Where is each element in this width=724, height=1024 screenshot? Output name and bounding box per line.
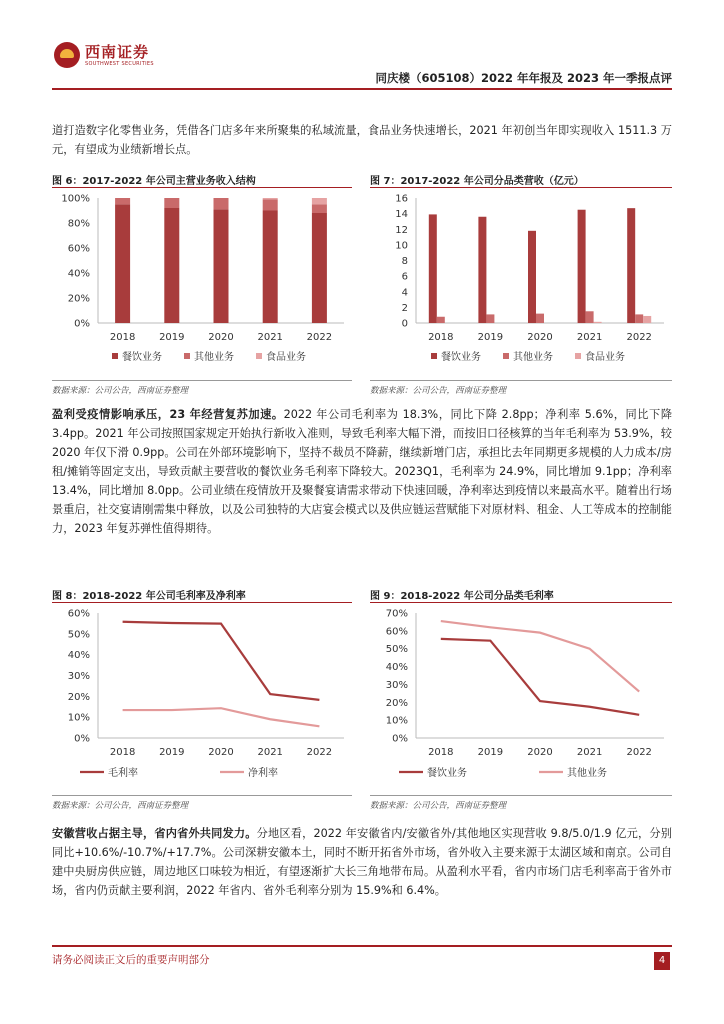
fig6-bar-2 [312, 204, 327, 213]
fig7-bar-2 [635, 314, 643, 323]
paragraph-2 [52, 405, 672, 538]
fig9-xtick-label: 2018 [428, 747, 454, 758]
fig9-xtick-label: 2022 [626, 747, 652, 758]
fig7-bar-3 [643, 316, 651, 323]
fig8-line-1 [123, 622, 320, 700]
footer-disclaimer: 请务必阅读正文后的重要声明部分 [52, 954, 210, 966]
fig8-ytick-label: 50% [67, 629, 90, 641]
fig6-bar-3 [263, 198, 278, 199]
page-number: 4 [654, 952, 670, 970]
fig6-bar-2 [263, 199, 278, 210]
fig7-bar-2 [586, 311, 594, 323]
fig6-source: 数据来源：公司公告，西南证券整理 [52, 386, 189, 396]
fig9-ytick-label: 70% [385, 608, 408, 620]
fig8-source: 数据来源：公司公告，西南证券整理 [52, 801, 189, 811]
fig7-ytick-label: 0 [401, 318, 408, 330]
header-divider [52, 88, 672, 90]
fig6-legend-swatch-3 [256, 353, 262, 359]
fig7-xtick-label: 2018 [428, 332, 454, 343]
fig9-legend-label: 餐饮业务 [427, 768, 467, 779]
paragraph-2-body: 2022 年公司毛利率为 18.3%，同比下降 2.8pp；净利率 5.6%，同比下降 3.4pp。2021 年公司按照国家规定开始执行新收入准则，导致毛利率大幅下滑，而按旧口径核算的当年毛利率为 53.9%，较 2020 年仅下滑 0.9pp。公司在外部环境影响下，坚持不裁员不降薪，继续新增门店，承担比去年同期更多规模的人力成本/房租/摊销等固定支出，导致贡献主要营收的餐饮业务毛利率下降较大。2023Q1，毛利率为 24.9%，同比增加 9.1pp；净利率 13.4%，同比增加 8.0pp。公司业绩在疫情放开及聚餐宴请需求带动下快速回暖，净利率达到疫情以来最高水平。随着出行场景重启，社交宴请刚需集中释放，以及公司独特的大店宴会模式以及供应链运营赋能下对原材料、租金、人工等成本的控制能力，2023 年复苏弹性值得期待。 [52, 408, 673, 535]
fig7-bar-1 [478, 217, 486, 323]
fig6-title: 图 6：2017-2022 年公司主营业务收入结构 [52, 176, 256, 187]
fig8-xtick-label: 2022 [306, 747, 333, 758]
fig6-xtick-label: 2022 [306, 332, 333, 343]
fig6-bar-2 [164, 198, 179, 208]
fig6-xtick-label: 2020 [208, 332, 234, 343]
fig7-bar-1 [578, 210, 586, 323]
fig9-legend-label: 其他业务 [567, 768, 607, 779]
fig8-line-2 [123, 708, 320, 726]
fig8-title: 图 8：2018-2022 年公司毛利率及净利率 [52, 591, 246, 602]
fig6-xtick-label: 2018 [109, 332, 136, 343]
footer-divider [52, 945, 672, 947]
fig8-legend-label: 净利率 [248, 768, 278, 779]
paragraph-2-lead: 盈利受疫情影响承压，23 年经营复苏加速。 [52, 408, 284, 421]
fig8-xtick-label: 2021 [257, 747, 283, 758]
fig8-xtick-label: 2018 [109, 747, 136, 758]
fig6-bottom-rule [52, 380, 352, 381]
fig9-ytick-label: 10% [385, 715, 408, 727]
fig7-ytick-label: 6 [401, 271, 408, 283]
fig7-source: 数据来源：公司公告，西南证券整理 [370, 386, 507, 396]
fig9-xtick-label: 2020 [527, 747, 553, 758]
fig6-bar-1 [115, 204, 130, 323]
fig6-ytick-label: 40% [67, 268, 90, 280]
fig7-ytick-label: 4 [401, 287, 408, 299]
fig6-legend-swatch-2 [184, 353, 190, 359]
fig6-ytick-label: 20% [67, 293, 90, 305]
fig9-xtick-label: 2019 [477, 747, 504, 758]
fig9-ytick-label: 60% [385, 626, 408, 638]
fig6-bar-1 [164, 208, 179, 323]
fig8-chart [52, 605, 352, 790]
fig7-ytick-label: 2 [401, 302, 408, 314]
fig7-chart [370, 190, 672, 375]
fig6-ytick-label: 100% [61, 193, 90, 205]
fig6-bar-3 [312, 198, 327, 204]
fig6-legend-swatch-1 [112, 353, 118, 359]
fig7-legend-swatch-3 [575, 353, 581, 359]
fig7-bar-2 [437, 317, 445, 323]
fig9-source: 数据来源：公司公告，西南证券整理 [370, 801, 507, 811]
fig9-xtick-label: 2021 [576, 747, 603, 758]
fig8-ytick-label: 10% [67, 712, 90, 724]
paragraph-3-lead: 安徽营收占据主导，省内省外共同发力。 [52, 827, 257, 840]
paragraph-3-body: 分地区看，2022 年安徽省内/安徽省外/其他地区实现营收 9.8/5.0/1.9 亿元，分别同比+10.6%/-10.7%/+17.7%。公司深耕安徽本土，同时不断开拓省外市场，省外收入主要来源于太湖区域和南京。公司自建中央厨房供应链，周边地区口味较为相近，有望逐渐扩大长三角地带布局。从盈利水平看，省内市场门店毛利率高于省外市场，省内仍贡献主要利润，2022 年省内、省外毛利率分别为 15.9%和 6.4%。 [52, 827, 672, 897]
logo-icon [54, 42, 80, 68]
fig9-ytick-label: 50% [385, 644, 408, 656]
fig7-bar-1 [429, 214, 437, 323]
fig9-bottom-rule [370, 795, 672, 796]
fig7-ytick-label: 10 [395, 240, 408, 252]
fig8-legend-label: 毛利率 [108, 768, 138, 779]
logo-en-text: SOUTHWEST SECURITIES [85, 60, 154, 67]
fig7-bar-1 [627, 208, 635, 323]
fig7-ytick-label: 14 [395, 209, 408, 221]
fig7-bottom-rule [370, 380, 672, 381]
fig9-title: 图 9：2018-2022 年公司分品类毛利率 [370, 591, 554, 602]
fig7-title: 图 7：2017-2022 年公司分品类营收（亿元） [370, 176, 584, 187]
fig7-legend-label: 其他业务 [513, 352, 553, 363]
fig9-line-2 [441, 621, 639, 692]
fig6-bar-1 [312, 213, 327, 323]
fig8-xtick-label: 2020 [208, 747, 234, 758]
fig7-bar-1 [528, 231, 536, 323]
fig7-legend-label: 食品业务 [585, 352, 625, 363]
fig6-bar-1 [214, 209, 229, 323]
logo-cn-text: 西南证券 [85, 42, 150, 61]
fig6-ytick-label: 60% [67, 243, 90, 255]
fig7-bar-2 [486, 314, 494, 323]
fig8-title-rule [52, 602, 352, 603]
fig6-chart [52, 190, 352, 375]
fig6-xtick-label: 2021 [257, 332, 283, 343]
fig8-ytick-label: 0% [74, 733, 90, 745]
fig7-xtick-label: 2019 [477, 332, 504, 343]
fig8-ytick-label: 20% [67, 691, 90, 703]
fig7-xtick-label: 2022 [626, 332, 652, 343]
fig6-xtick-label: 2019 [159, 332, 185, 343]
fig8-ytick-label: 60% [67, 608, 90, 620]
fig7-title-rule [370, 187, 672, 188]
fig6-ytick-label: 0% [74, 318, 90, 330]
fig7-legend-swatch-2 [503, 353, 509, 359]
company-logo [54, 42, 154, 68]
fig9-ytick-label: 20% [385, 697, 408, 709]
fig7-legend-label: 餐饮业务 [441, 352, 481, 363]
fig6-bar-2 [115, 198, 130, 204]
fig7-legend-swatch-1 [431, 353, 437, 359]
fig8-ytick-label: 40% [67, 650, 90, 662]
fig6-bar-1 [263, 211, 278, 324]
fig8-ytick-label: 30% [67, 671, 90, 682]
fig9-ytick-label: 40% [385, 662, 408, 674]
fig6-bar-2 [214, 198, 229, 209]
fig7-ytick-label: 8 [401, 256, 408, 267]
report-title: 同庆楼（605108）2022 年年报及 2023 年一季报点评 [375, 71, 672, 85]
fig9-line-1 [441, 639, 639, 715]
fig6-title-rule [52, 187, 352, 188]
fig9-ytick-label: 0% [392, 733, 408, 745]
fig9-chart [370, 605, 672, 790]
fig7-xtick-label: 2021 [576, 332, 603, 343]
fig7-xtick-label: 2020 [527, 332, 553, 343]
fig6-legend-label: 餐饮业务 [122, 352, 162, 363]
fig6-legend-label: 食品业务 [266, 352, 306, 363]
fig9-title-rule [370, 602, 672, 603]
fig6-legend-label: 其他业务 [194, 352, 234, 363]
fig7-bar-2 [536, 314, 544, 323]
fig8-xtick-label: 2019 [159, 747, 185, 758]
fig7-ytick-label: 12 [395, 224, 408, 236]
fig8-bottom-rule [52, 795, 352, 796]
paragraph-3 [52, 824, 672, 900]
paragraph-1: 道打造数字化零售业务，凭借各门店多年来所聚集的私域流量，食品业务快速增长，2021 年初创当年即实现收入 1511.3 万元，有望成为业绩新增长点。 [52, 124, 672, 156]
fig7-bar-3 [594, 322, 602, 323]
fig6-ytick-label: 80% [67, 218, 90, 230]
fig9-ytick-label: 30% [385, 679, 408, 691]
fig7-ytick-label: 16 [395, 193, 408, 205]
